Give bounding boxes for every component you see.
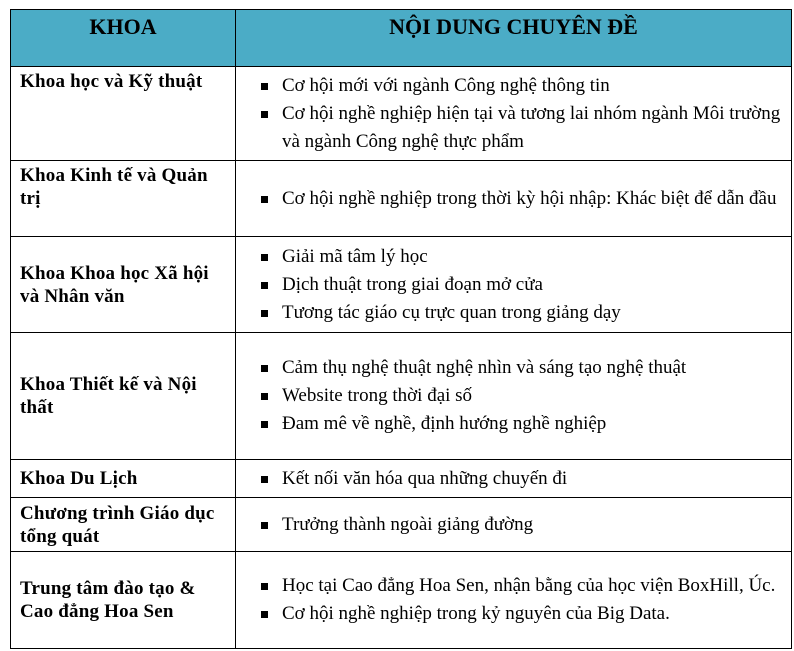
table-row (11, 333, 792, 460)
topic-text: Cơ hội nghề nghiệp trong kỷ nguyên của Big Data. (282, 603, 670, 624)
topic-list (236, 354, 781, 438)
topic-item (236, 572, 781, 600)
faculty-cell: Khoa Kinh tế và Quản trị (11, 161, 236, 237)
bullet-icon (261, 421, 268, 428)
topics-cell (236, 552, 792, 649)
topic-text: Cơ hội nghề nghiệp hiện tại và tương lai nhóm ngành Môi trường và ngành Công nghệ thực phẩm (282, 102, 781, 152)
topic-item (236, 243, 781, 271)
topics-cell (236, 237, 792, 333)
header-row (11, 10, 792, 67)
topic-list (236, 511, 781, 539)
faculty-cell: Khoa Khoa học Xã hội và Nhân văn (11, 237, 236, 333)
topic-item (236, 511, 781, 539)
topic-item (236, 72, 781, 100)
topic-text: Đam mê về nghề, định hướng nghề nghiệp (282, 413, 607, 434)
topic-item (236, 299, 781, 327)
faculty-cell: Khoa Thiết kế và Nội thất (11, 333, 236, 460)
topic-list (236, 185, 781, 213)
bullet-icon (261, 476, 268, 483)
topic-list (236, 572, 781, 628)
topic-item (236, 600, 781, 628)
bullet-icon (261, 254, 268, 261)
table-row (11, 460, 792, 498)
table-row (11, 498, 792, 552)
topic-text: Giải mã tâm lý học (282, 245, 428, 267)
topics-cell (236, 498, 792, 552)
bullet-icon (261, 393, 268, 400)
bullet-icon (261, 583, 268, 590)
topic-list (236, 465, 781, 493)
bullet-icon (261, 522, 268, 529)
topic-text: Kết nối văn hóa qua những chuyến đi (282, 467, 568, 489)
faculty-cell: Khoa học và Kỹ thuật (11, 67, 236, 161)
bullet-icon (261, 611, 268, 618)
topic-text: Tương tác giáo cụ trực quan trong giảng dạy (282, 301, 621, 323)
topic-list (236, 243, 781, 327)
bullet-icon (261, 83, 268, 90)
header-topics: NỘI DUNG CHUYÊN ĐỀ (236, 10, 792, 67)
topic-text: Dịch thuật trong giai đoạn mở cửa (282, 273, 543, 295)
topic-text: Trưởng thành ngoài giảng đường (282, 513, 534, 535)
bullet-icon (261, 310, 268, 317)
faculty-cell: Trung tâm đào tạo & Cao đẳng Hoa Sen (11, 552, 236, 649)
topic-item (236, 185, 781, 213)
topic-text: Cơ hội mới với ngành Công nghệ thông tin (282, 74, 610, 96)
table-row (11, 552, 792, 649)
topics-cell (236, 67, 792, 161)
table-row (11, 67, 792, 161)
table-row (11, 237, 792, 333)
bullet-icon (261, 282, 268, 289)
faculty-cell: Khoa Du Lịch (11, 460, 236, 498)
topics-cell (236, 460, 792, 498)
topics-table (10, 9, 792, 649)
topic-item (236, 354, 781, 382)
faculty-cell: Chương trình Giáo dục tổng quát (11, 498, 236, 552)
table-row (11, 161, 792, 237)
bullet-icon (261, 111, 268, 118)
header-faculty: KHOA (11, 10, 236, 67)
topic-text: Học tại Cao đẳng Hoa Sen, nhận bằng của học viện BoxHill, Úc. (282, 575, 776, 596)
topic-item (236, 271, 781, 299)
topic-list (236, 72, 781, 156)
topics-cell (236, 161, 792, 237)
topic-text: Website trong thời đại số (282, 385, 473, 406)
bullet-icon (261, 196, 268, 203)
topics-cell (236, 333, 792, 460)
bullet-icon (261, 365, 268, 372)
topic-item (236, 465, 781, 493)
topic-item (236, 382, 781, 410)
topic-text: Cảm thụ nghệ thuật nghệ nhìn và sáng tạo nghệ thuật (282, 357, 687, 378)
topic-item (236, 410, 781, 438)
topic-item (236, 100, 781, 156)
topic-text: Cơ hội nghề nghiệp trong thời kỳ hội nhập: Khác biệt để dẫn đầu (282, 187, 777, 209)
